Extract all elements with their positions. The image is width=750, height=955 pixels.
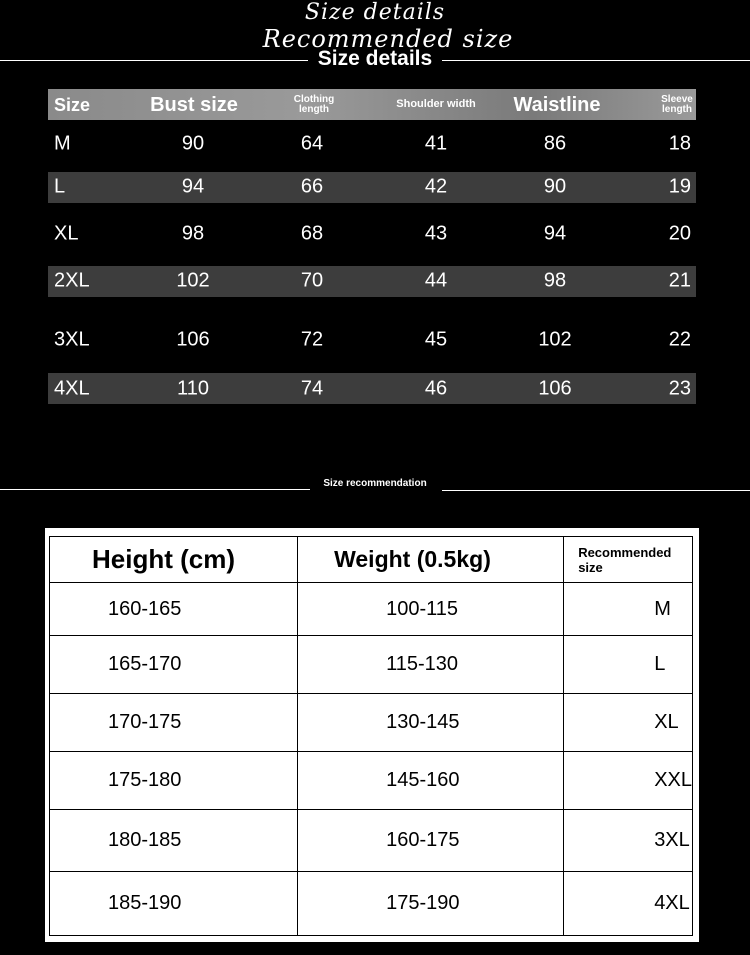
size-row-6-waist: 106 <box>538 377 572 400</box>
size-row-4-bust: 102 <box>176 269 210 292</box>
recommendation-row <box>50 871 693 935</box>
size-row-1-length: 64 <box>300 132 324 155</box>
size-row-4-waist: 98 <box>543 269 567 292</box>
header-height: Height (cm) <box>50 537 298 583</box>
recommendation-size-cell: XXL <box>564 751 693 809</box>
header-sleeve-length: Sleeve length <box>661 93 693 115</box>
size-row-1-bust: 90 <box>181 132 205 155</box>
header-recommended-size: Recommended size <box>564 537 693 583</box>
recommendation-table <box>49 536 693 936</box>
size-row-1-sleeve: 18 <box>668 132 691 155</box>
recommendation-weight-cell: 115-130 <box>298 636 564 694</box>
size-row-6-shoulder: 46 <box>424 377 448 400</box>
size-details-script-title: Size details <box>304 0 446 25</box>
recommendation-weight-cell: 175-190 <box>298 871 564 935</box>
heading-rule-left <box>0 60 308 61</box>
recommendation-size-cell: L <box>564 636 693 694</box>
size-recommendation-heading: Size recommendation <box>323 478 427 489</box>
size-row-2-bust: 94 <box>181 175 205 198</box>
size-row-3-length: 68 <box>300 222 324 245</box>
size-row-2-length: 66 <box>300 175 324 198</box>
row-band-2xl <box>48 266 696 297</box>
size-row-2-waist: 90 <box>543 175 567 198</box>
size-row-6-length: 74 <box>300 377 324 400</box>
size-row-1-size: M <box>54 132 71 155</box>
size-row-3-sleeve: 20 <box>668 222 691 245</box>
header-waistline: Waistline <box>513 93 601 116</box>
size-row-4-length: 70 <box>300 269 324 292</box>
recommendation-size-cell: XL <box>564 694 693 751</box>
recommendation-table-frame <box>45 528 699 942</box>
size-row-2-shoulder: 42 <box>424 175 448 198</box>
size-row-5-sleeve: 22 <box>668 328 691 351</box>
header-bust-size: Bust size <box>150 93 238 116</box>
size-row-5-bust: 106 <box>176 328 210 351</box>
recommendation-weight-cell: 100-115 <box>298 583 564 636</box>
recommendation-row <box>50 751 693 809</box>
recommendation-height-cell: 165-170 <box>50 636 298 694</box>
header-weight: Weight (0.5kg) <box>298 537 564 583</box>
size-table-header <box>48 89 696 120</box>
size-row-6-sleeve: 23 <box>668 377 691 400</box>
size-row-2-size: L <box>54 175 66 198</box>
size-row-3-shoulder: 43 <box>424 222 448 245</box>
size-row-5-waist: 102 <box>538 328 572 351</box>
heading-2-rule-left <box>0 489 310 490</box>
heading-2-rule-right <box>442 490 750 491</box>
size-row-4-size: 2XL <box>54 269 90 292</box>
size-row-1-shoulder: 41 <box>424 132 448 155</box>
recommendation-row <box>50 809 693 871</box>
size-row-5-size: 3XL <box>54 328 90 351</box>
size-row-3-bust: 98 <box>181 222 205 245</box>
recommendation-size-cell: 3XL <box>564 809 693 871</box>
recommendation-weight-cell: 130-145 <box>298 694 564 751</box>
size-row-1-waist: 86 <box>543 132 567 155</box>
recommendation-weight-cell: 160-175 <box>298 809 564 871</box>
size-details-heading: Size details <box>317 47 433 70</box>
header-shoulder-width: Shoulder width <box>396 98 476 110</box>
row-band-4xl <box>48 373 696 404</box>
recommendation-height-cell: 170-175 <box>50 694 298 751</box>
row-band-l <box>48 172 696 203</box>
size-row-5-length: 72 <box>300 328 324 351</box>
recommendation-height-cell: 160-165 <box>50 583 298 636</box>
size-row-3-size: XL <box>54 222 79 245</box>
size-row-3-waist: 94 <box>543 222 567 245</box>
heading-rule-right <box>442 60 750 61</box>
header-clothing-length: Clothing length <box>293 93 335 115</box>
size-row-5-shoulder: 45 <box>424 328 448 351</box>
recommendation-height-cell: 185-190 <box>50 871 298 935</box>
recommendation-header-row <box>50 537 693 583</box>
recommended-size-script-title: Recommended size <box>262 25 514 53</box>
header-size: Size <box>53 94 91 115</box>
recommendation-row <box>50 694 693 751</box>
size-row-4-sleeve: 21 <box>668 269 691 292</box>
recommendation-size-cell: 4XL <box>564 871 693 935</box>
size-row-6-size: 4XL <box>54 377 90 400</box>
recommendation-row <box>50 583 693 636</box>
recommendation-size-cell: M <box>564 583 693 636</box>
size-row-2-sleeve: 19 <box>668 175 691 198</box>
recommendation-height-cell: 175-180 <box>50 751 298 809</box>
recommendation-row <box>50 636 693 694</box>
recommendation-height-cell: 180-185 <box>50 809 298 871</box>
size-row-4-shoulder: 44 <box>424 269 448 292</box>
recommendation-weight-cell: 145-160 <box>298 751 564 809</box>
size-row-6-bust: 110 <box>177 377 209 400</box>
